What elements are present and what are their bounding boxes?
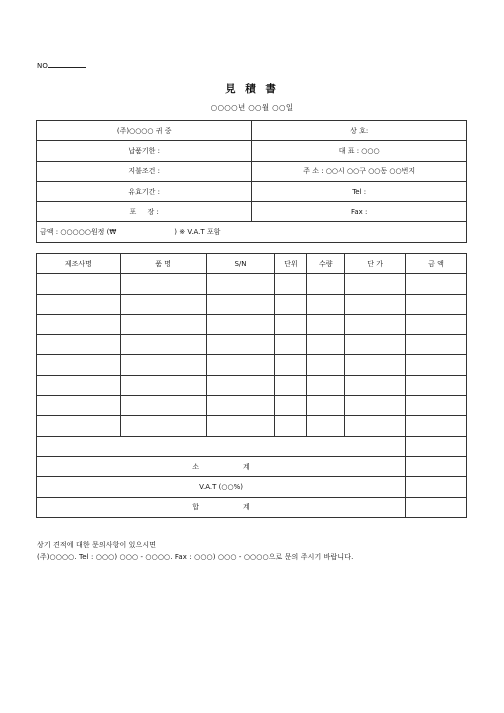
- item-row: [37, 355, 467, 375]
- document-title: 見 積 書: [225, 83, 279, 95]
- subtotal-label-cell: [37, 456, 406, 476]
- amount-cell: [406, 314, 467, 334]
- subtotal-label-b: 계: [243, 462, 250, 471]
- packing-label-b: 장 :: [147, 207, 159, 216]
- amount-cell: [406, 416, 467, 436]
- unit-price-cell: [345, 396, 406, 416]
- address-cell: 주 소 : ○○시 ○○구 ○○동 ○○번지: [252, 161, 467, 181]
- serial-number-cell: [206, 294, 275, 314]
- header-product-name: 품 명: [120, 254, 206, 274]
- serial-number-cell: [206, 416, 275, 436]
- unit-cell: [275, 314, 307, 334]
- unit-price-cell: [345, 335, 406, 355]
- total-label-a: 합: [192, 503, 200, 512]
- unit-cell: [275, 335, 307, 355]
- serial-number-cell: [206, 396, 275, 416]
- blank-summary-row: [37, 436, 467, 456]
- blank-summary-label-cell: [37, 436, 406, 456]
- amount-cell: [406, 355, 467, 375]
- unit-cell: [275, 274, 307, 294]
- amount-cell: [406, 274, 467, 294]
- header-unit-price: 단 가: [345, 254, 406, 274]
- manufacturer-cell: [37, 416, 121, 436]
- manufacturer-cell: [37, 335, 121, 355]
- document-number-label: NO: [37, 62, 49, 70]
- inquiry-note: [37, 540, 477, 563]
- packing-label-a: 포: [129, 207, 137, 216]
- unit-price-cell: [345, 355, 406, 375]
- quantity-cell: [307, 396, 345, 416]
- vat-value-cell: [406, 477, 467, 497]
- total-label-b: 계: [243, 503, 250, 512]
- inquiry-note-line1: 상기 견적에 대한 문의사항이 있으시면: [37, 541, 157, 549]
- total-label-cell: [37, 497, 406, 517]
- info-row: [37, 202, 467, 222]
- delivery-deadline-cell: 납품기한 :: [37, 141, 252, 161]
- unit-price-cell: [345, 274, 406, 294]
- amount-cell: [406, 375, 467, 395]
- item-row: [37, 396, 467, 416]
- quantity-cell: [307, 375, 345, 395]
- packing-cell: [37, 202, 252, 222]
- total-amount-cell: [37, 222, 467, 242]
- item-row: [37, 375, 467, 395]
- product-name-cell: [120, 274, 206, 294]
- manufacturer-cell: [37, 274, 121, 294]
- serial-number-cell: [206, 314, 275, 334]
- amount-suffix: ) ※ V.A.T 포함: [174, 228, 221, 237]
- items-table: [36, 253, 467, 518]
- quote-info-table: [36, 120, 467, 243]
- item-rows: [37, 274, 467, 436]
- subtotal-value-cell: [406, 456, 467, 476]
- unit-cell: [275, 375, 307, 395]
- amount-cell: [406, 335, 467, 355]
- item-row: [37, 274, 467, 294]
- info-row: [37, 222, 467, 242]
- info-row: [37, 141, 467, 161]
- item-row: [37, 416, 467, 436]
- product-name-cell: [120, 375, 206, 395]
- product-name-cell: [120, 314, 206, 334]
- payment-terms-cell: 지불조건 :: [37, 161, 252, 181]
- manufacturer-cell: [37, 314, 121, 334]
- blank-summary-value-cell: [406, 436, 467, 456]
- serial-number-cell: [206, 355, 275, 375]
- document-number: [37, 60, 86, 70]
- unit-cell: [275, 355, 307, 375]
- vat-row: [37, 477, 467, 497]
- amount-text: 금액 : ○○○○○원정 (₩: [40, 228, 117, 237]
- item-row: [37, 294, 467, 314]
- product-name-cell: [120, 416, 206, 436]
- header-serial-number: S/N: [206, 254, 275, 274]
- tel-cell: Tel :: [252, 181, 467, 201]
- product-name-cell: [120, 294, 206, 314]
- quantity-cell: [307, 355, 345, 375]
- recipient-cell: (주)○○○○ 귀 중: [37, 121, 252, 141]
- info-row: [37, 181, 467, 201]
- header-unit: 단위: [275, 254, 307, 274]
- manufacturer-cell: [37, 294, 121, 314]
- serial-number-cell: [206, 274, 275, 294]
- unit-cell: [275, 416, 307, 436]
- info-row: [37, 161, 467, 181]
- unit-cell: [275, 294, 307, 314]
- subtotal-row: [37, 456, 467, 476]
- header-manufacturer: 제조사명: [37, 254, 121, 274]
- ceo-cell: 대 표 : ○○○: [252, 141, 467, 161]
- header-quantity: 수량: [307, 254, 345, 274]
- document-date: ○○○○년 ○○월 ○○일: [210, 103, 294, 112]
- product-name-cell: [120, 396, 206, 416]
- manufacturer-cell: [37, 355, 121, 375]
- items-header-row: [37, 254, 467, 274]
- unit-price-cell: [345, 375, 406, 395]
- subtotal-label-a: 소: [192, 462, 200, 471]
- company-name-cell: 상 호:: [252, 121, 467, 141]
- serial-number-cell: [206, 375, 275, 395]
- quantity-cell: [307, 335, 345, 355]
- unit-price-cell: [345, 294, 406, 314]
- quantity-cell: [307, 274, 345, 294]
- quantity-cell: [307, 294, 345, 314]
- product-name-cell: [120, 335, 206, 355]
- fax-cell: Fax :: [252, 202, 467, 222]
- serial-number-cell: [206, 335, 275, 355]
- quantity-cell: [307, 416, 345, 436]
- document-number-blank: [48, 60, 86, 68]
- inquiry-note-line2: (주)○○○○. Tel : ○○○) ○○○ - ○○○○. Fax : ○○○) ○○○ - ○○○○으로 문의 주시기 바랍니다.: [37, 552, 354, 561]
- amount-cell: [406, 396, 467, 416]
- quantity-cell: [307, 314, 345, 334]
- total-row: [37, 497, 467, 517]
- vat-label-cell: V.A.T (○○%): [37, 477, 406, 497]
- amount-cell: [406, 294, 467, 314]
- total-value-cell: [406, 497, 467, 517]
- item-row: [37, 314, 467, 334]
- item-row: [37, 335, 467, 355]
- unit-price-cell: [345, 416, 406, 436]
- manufacturer-cell: [37, 375, 121, 395]
- unit-price-cell: [345, 314, 406, 334]
- manufacturer-cell: [37, 396, 121, 416]
- validity-period-cell: 유효기간 :: [37, 181, 252, 201]
- header-amount: 금 액: [406, 254, 467, 274]
- unit-cell: [275, 396, 307, 416]
- product-name-cell: [120, 355, 206, 375]
- info-row: [37, 121, 467, 141]
